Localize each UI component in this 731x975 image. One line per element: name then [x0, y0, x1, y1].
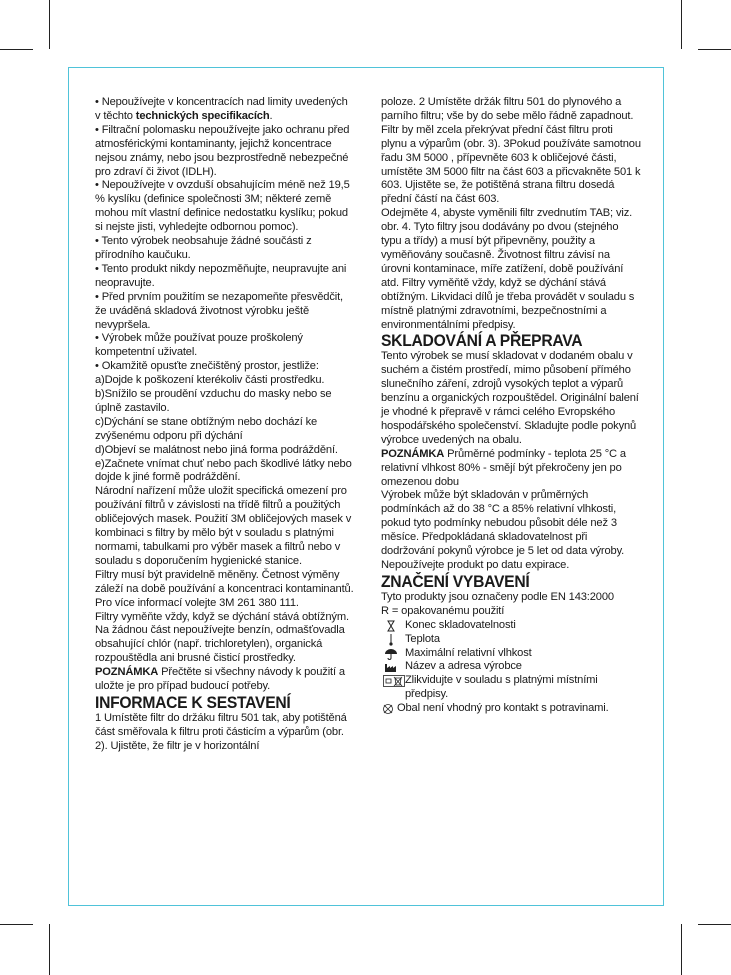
thermometer-icon — [383, 634, 399, 646]
list-item: d)Objeví se malátnost nebo jiná forma podráždění. — [95, 443, 338, 456]
symbol-label: Název a adresa výrobce — [405, 660, 522, 673]
list-item: b)Snížilo se proudění vzduchu do masky nebo se úplně zastavilo. — [95, 388, 332, 414]
symbol-row — [381, 633, 641, 647]
umbrella-icon — [383, 648, 399, 660]
crop-mark — [49, 0, 50, 49]
factory-icon — [383, 661, 399, 673]
symbol-label: Maximální relativní vlhkost — [405, 646, 532, 659]
note-paragraph: POZNÁMKA Přečtěte si všechny návody k použití a uložte je pro případ budoucí potřeby. — [95, 666, 345, 693]
crop-mark — [681, 0, 682, 49]
paragraph: R = opakovanému použití — [381, 604, 505, 617]
crop-mark — [698, 49, 731, 50]
not-food-safe-icon — [381, 703, 397, 715]
symbol-row — [381, 674, 641, 702]
note-paragraph: POZNÁMKA Průměrné podmínky - teplota 25 °C a relativní vlhkost 80% - smějí být překročeny jen po omezenou dobu — [381, 447, 626, 488]
paragraph: • Výrobek může používat pouze proškolený kompetentní uživatel. — [95, 332, 303, 359]
paragraph: Na žádnou část nepoužívejte benzín, odmašťovadla obsahující chlór (např. trichloretylen), organická rozpouštědla ani brusné čisticí prostředky. — [95, 624, 345, 665]
symbol-label: Teplota — [405, 632, 440, 645]
paragraph: • Nepoužívejte v koncentracích nad limity uvedených v těchto technických specifikacích. — [95, 96, 348, 122]
symbol-label: Obal není vhodný pro kontakt s potravinami. — [397, 702, 609, 715]
hourglass-icon — [383, 620, 399, 632]
symbol-row — [381, 619, 641, 633]
paragraph: Výrobek může být skladován v průměrných podmínkách až do 38 °C a 85% relativní vlhkosti, pokud tyto podmínky nebudou působit déle než 3 měsíce. Předpokládaná skladovatelnost při dodržování pokynů výrobce je 5 let od data výroby. Nepoužívejte produkt po datu expirace. — [381, 489, 625, 571]
paragraph: Filtry vyměňte vždy, když se dýchání stává obtížným. — [95, 610, 349, 623]
heading-assembly: INFORMACE K SESTAVENÍ — [95, 693, 291, 712]
paragraph: Odejměte 4, abyste vyměnili filtr zvednutím TAB; viz. obr. 4. Tyto filtry jsou dodávány po dvou (stejného typu a třídy) a musí být připevněny, použity a vyměňovány současně. Životnost filtru závisí na úrovni kontaminace, míře zatížení, době používání atd. Filtry vyměňtě vždy, když se dýchání stává obtížným. Likvidaci dílů je třeba provádět v souladu s místně platnými zdravotními, bezpečnostními a environmentálními předpisy. — [381, 207, 635, 331]
symbol-row — [381, 702, 641, 716]
list-item: e)Začnete vnímat chuť nebo pach škodlivé látky nebo dojde k jiné formě podráždění. — [95, 457, 352, 484]
crop-mark — [0, 924, 33, 925]
list-item: a)Dojde k poškození kterékoliv části prostředku. — [95, 374, 325, 387]
paragraph: 1 Umístěte filtr do držáku filtru 501 tak, aby potištěná část směřovala k filtru proti částicím a výparům (obr. 2). Ujistěte, že filtr je v horizontální — [95, 711, 347, 752]
paragraph: • Před prvním použitím se nezapomeňte přesvědčit, že uváděná skladová životnost výrobku ještě nevypršela. — [95, 290, 343, 331]
paragraph: Pro více informací volejte 3M 261 380 111. — [95, 596, 299, 609]
paragraph: • Tento produkt nikdy nepozměňujte, neupravujte ani neopravujte. — [95, 262, 347, 289]
crop-mark — [0, 49, 33, 50]
heading-marking: ZNAČENÍ VYBAVENÍ — [381, 572, 530, 591]
paragraph: Tento výrobek se musí skladovat v dodaném obalu v suchém a čistém prostředí, mimo působení přímého slunečního záření, zdrojů vysokých teplot a výparů benzínu a organických rozpouštědel. Originální balení je vhodné k přepravě v rámci celého Evropského hospodářského společenství. Skladujte podle pokynů výrobce uvedených na obalu. — [381, 350, 639, 446]
paragraph: • Filtrační polomasku nepoužívejte jako ochranu před atmosférickými kontaminanty, jejichž koncentrace nejsou známy, nebo jsou bezprostředně nebezpečné pro zdraví či život (IDLH). — [95, 123, 350, 178]
symbol-row — [381, 660, 641, 674]
symbol-row — [381, 647, 641, 661]
paragraph: Filtry musí být pravidelně měněny. Četnost výměny záleží na době používání a koncentraci kontaminantů. — [95, 568, 354, 595]
weee-bin-icon — [383, 675, 399, 687]
heading-storage: SKLADOVÁNÍ A PŘEPRAVA — [381, 332, 583, 351]
crop-mark — [681, 924, 682, 975]
right-column — [381, 96, 641, 716]
paragraph: • Nepoužívejte v ovzduší obsahujícím méně než 19,5 % kyslíku (definice společnosti 3M; některé země mohou mít vlastní definice nedostatku kyslíku; pokud si nejste jisti, vyhledejte odbornou pomoc). — [95, 179, 350, 234]
left-column — [95, 96, 355, 754]
symbol-label: Konec skladovatelnosti — [405, 618, 516, 631]
paragraph: poloze. 2 Umístěte držák filtru 501 do plynového a parního filtru; vše by do sebe mělo řádně zapadnout. Filtr by měl zcela překrývat přední část filtru proti plynu a výparům (obr. 3). 3Pokud používáte samotnou řadu 3M 5000 , přípevněte 603 k obličejové části, umístěte 3M 5000 filtr na část 603 a přicvakněte 501 k 603. Ujistěte se, že potištěná strana filtru dosedá přední částí na část 603. — [381, 96, 641, 206]
crop-mark — [49, 924, 50, 975]
paragraph: • Tento výrobek neobsahuje žádné součásti z přírodního kaučuku. — [95, 235, 312, 261]
crop-mark — [698, 924, 731, 925]
paragraph: • Okamžitě opusťte znečištěný prostor, jestliže: — [95, 360, 319, 373]
paragraph: Národní nařízení může uložit specifická omezení pro používání filtrů v závislosti na třídě filtrů a použitých obličejových masek. Použití 3M obličejových masek v kombinaci s filtry by mělo být v souladu s platnými normami, tabulkami pro výběr masek a filtrů nebo v souladu s doporučením hygienické stanice. — [95, 485, 352, 567]
symbol-label: Zlikvidujte v souladu s platnými místními předpisy. — [405, 674, 598, 701]
list-item: c)Dýchání se stane obtížným nebo dochází ke zvýšenému odporu při dýchání — [95, 415, 318, 442]
paragraph: Tyto produkty jsou označeny podle EN 143:2000 — [381, 590, 614, 603]
